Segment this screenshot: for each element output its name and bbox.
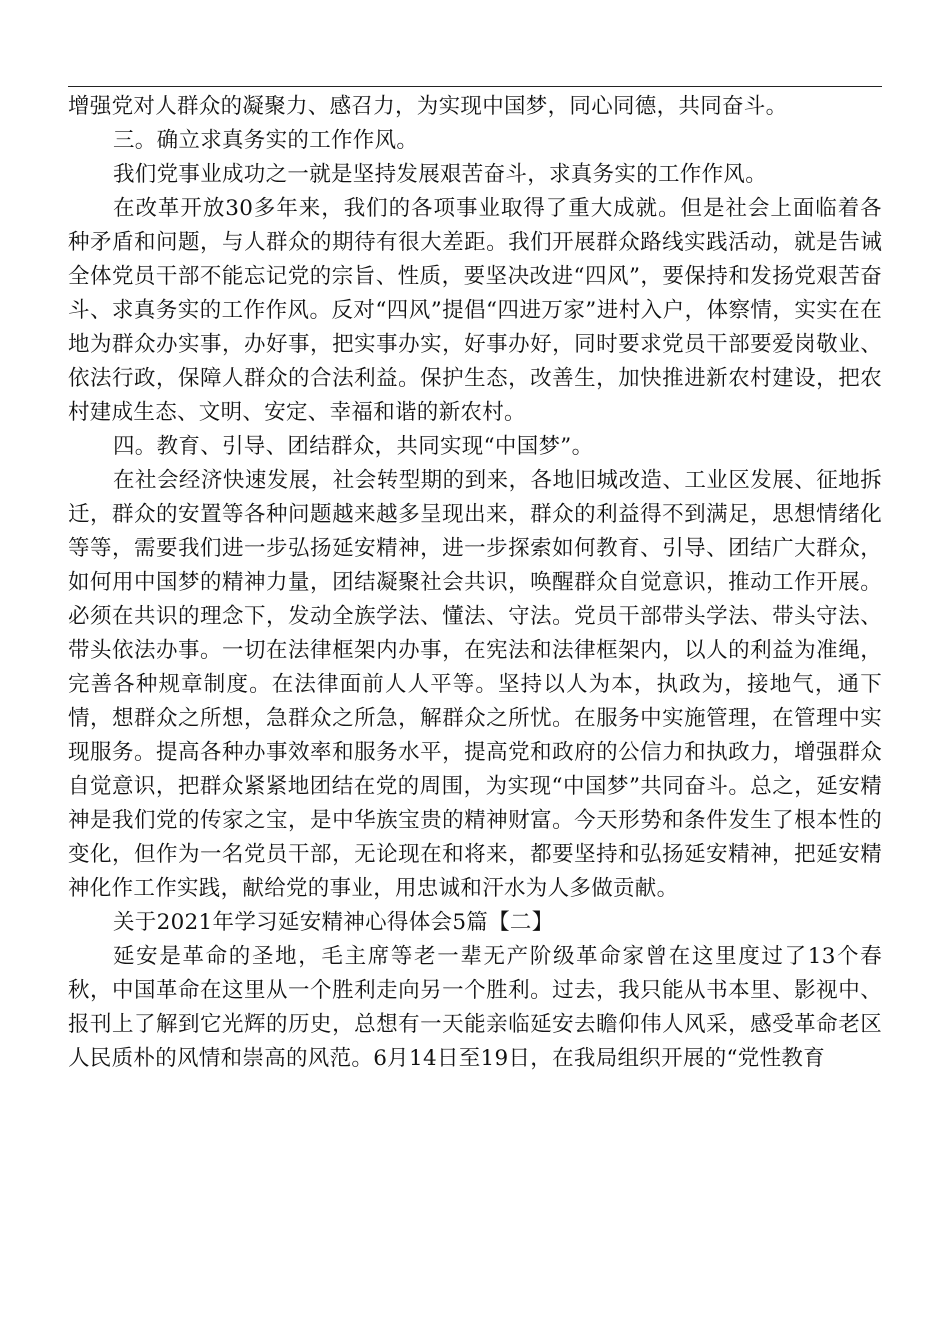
document-body xyxy=(68,90,882,1076)
paragraph-4: 在改革开放30多年来，我们的各项事业取得了重大成就。但是社会上面临着各种矛盾和问题，与人群众的期待有很大差距。我们开展群众路线实践活动，就是告诫全体党员干部不能忘记党的宗旨、性质，要坚决改进“四风”，要保持和发扬党艰苦奋斗、求真务实的工作作风。反对“四风”提倡“四进万家”进村入户，体察情，实实在在地为群众办实事，办好事，把实事办实，好事办好，同时要求党员干部要爱岗敬业、依法行政，保障人群众的合法利益。保护生态，改善生，加快推进新农村建设，把农村建成生态、文明、安定、幸福和谐的新农村。 xyxy=(68,196,882,425)
paragraph-1: 增强党对人群众的凝聚力、感召力，为实现中国梦，同心同德，共同奋斗。 xyxy=(68,94,788,119)
article-title-2: 关于2021年学习延安精神心得体会5篇【二】 xyxy=(113,910,554,935)
section-heading-4: 四。教育、引导、团结群众，共同实现“中国梦”。 xyxy=(113,434,594,459)
paragraph-3: 我们党事业成功之一就是坚持发展艰苦奋斗，求真务实的工作作风。 xyxy=(113,162,768,187)
paragraph-8: 延安是革命的圣地，毛主席等老一辈无产阶级革命家曾在这里度过了13个春秋，中国革命在这里从一个胜利走向另一个胜利。过去，我只能从书本里、影视中、报刊上了解到它光辉的历史，总想有一天能亲临延安去瞻仰伟人风采，感受革命老区人民质朴的风情和崇高的风范。6月14日至19日，在我局组织开展的“党性教育 xyxy=(68,944,882,1071)
paragraph-6: 在社会经济快速发展，社会转型期的到来，各地旧城改造、工业区发展、征地拆迁，群众的安置等各种问题越来越多呈现出来，群众的利益得不到满足，思想情绪化等等，需要我们进一步弘扬延安精神，进一步探索如何教育、引导、团结广大群众，如何用中国梦的精神力量，团结凝聚社会共识，唤醒群众自觉意识，推动工作开展。必须在共识的理念下，发动全族学法、懂法、守法。党员干部带头学法、带头守法、带头依法办事。一切在法律框架内办事，在宪法和法律框架内，以人的利益为准绳，完善各种规章制度。在法律面前人人平等。坚持以人为本，执政为，接地气，通下情，想群众之所想，急群众之所急，解群众之所忧。在服务中实施管理，在管理中实现服务。提高各种办事效率和服务水平，提高党和政府的公信力和执政力，增强群众自觉意识，把群众紧紧地团结在党的周围，为实现“中国梦”共同奋斗。总之，延安精神是我们党的传家之宝，是中华族宝贵的精神财富。今天形势和条件发生了根本性的变化，但作为一名党员干部，无论现在和将来，都要坚持和弘扬延安精神，把延安精神化作工作实践，献给党的事业，用忠诚和汗水为人多做贡献。 xyxy=(68,468,882,901)
section-heading-3: 三。确立求真务实的工作作风。 xyxy=(113,128,419,153)
header-rule xyxy=(68,86,882,87)
